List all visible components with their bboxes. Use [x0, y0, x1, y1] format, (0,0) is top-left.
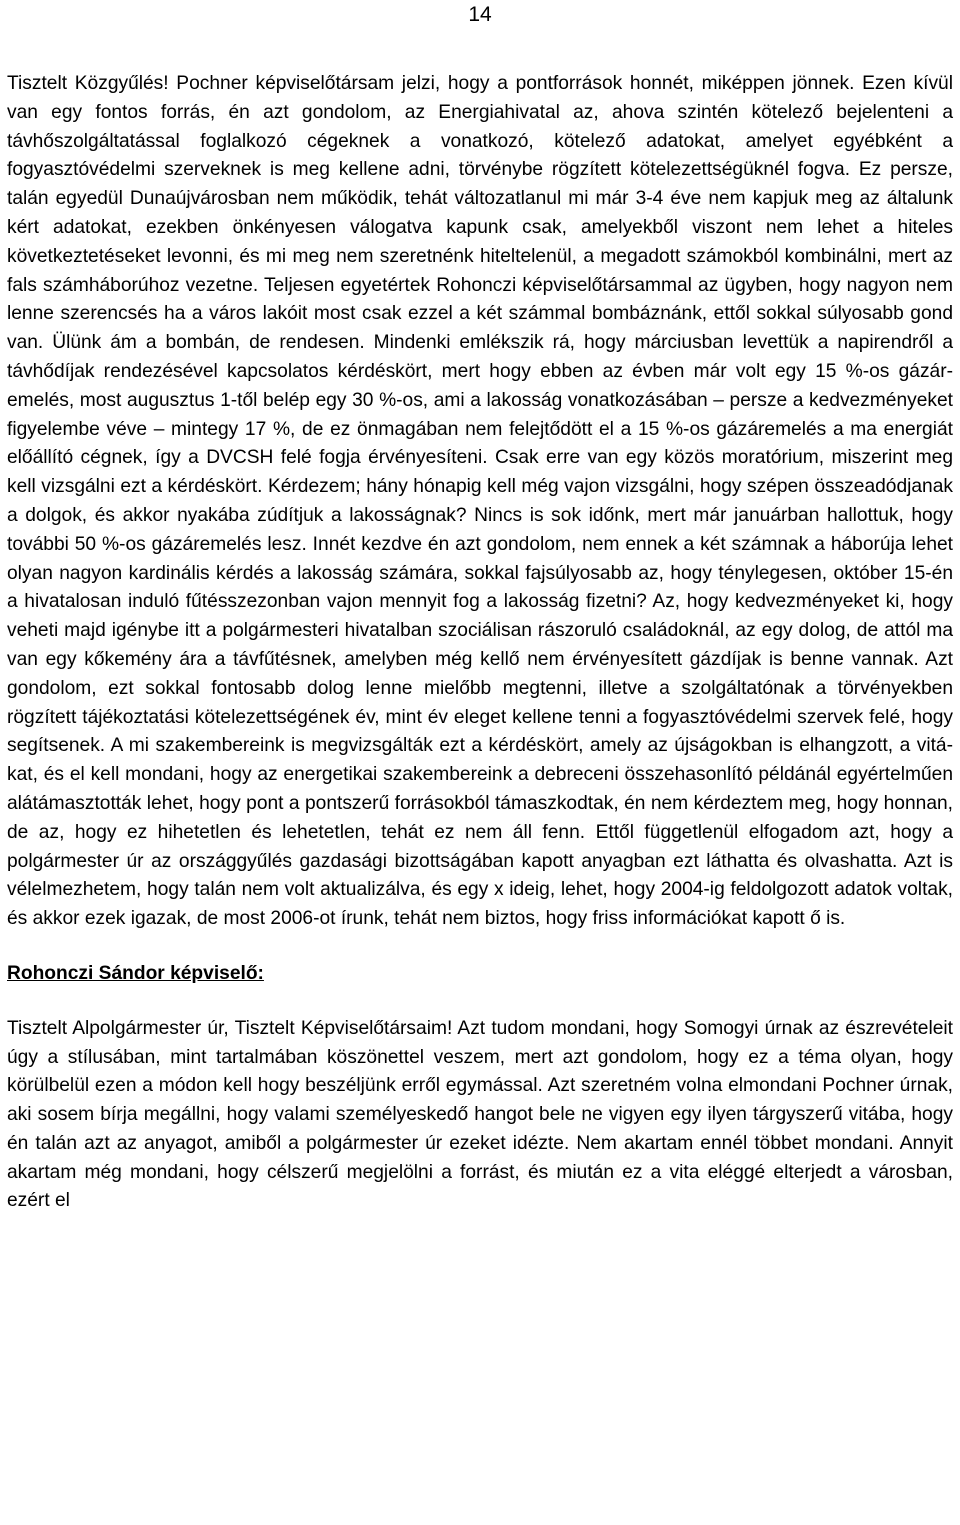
speaker-heading: Rohonczi Sándor képviselő:: [7, 962, 264, 984]
document-body: [7, 70, 953, 1216]
paragraph-rohonczi-speech: Tisztelt Alpolgármester úr, Tisztelt Képviselőtársaim! Azt tudom mondani, hogy Somogyi úrnak az észrevételeit úgy a stílusában, mint tartalmában köszönettel veszem, mert azt gondolom, hogy ez a téma olyan, hogy körülbelül ezen a módon kell hogy beszéljünk erről egymással. Azt szeretném volna elmondani Pochner úrnak, aki sosem bírja megállni, hogy valami személyeskedő hangot bele ne vigyen egy ilyen tárgyszerű vitába, hogy én talán azt az anyagot, amiből a polgármester úr ezeket idézte. Nem akartam ennél többet mondani. Annyit akartam még mondani, hogy célszerű megjelölni a forrást, és miután ez a vita eléggé elterjedt a városban, ezért el: [7, 1017, 953, 1212]
paragraph-pochner-response: Tisztelt Közgyűlés! Pochner képviselőtársam jelzi, hogy a pontforrások honnét, miképpen jönnek. Ezen kívül van egy fontos forrás, én azt gondolom, az Energiahivatal az, ahova szintén kötelező bejelenteni a távhőszolgáltatással foglalkozó cégeknek a vonatkozó, kötelező adatokat, amelyet egyébként a fogyasztóvédelmi szerveknek is meg kellene adni, törvénybe rögzített kötelezettségüknél fogva. Ez persze, talán egyedül Dunaújvárosban nem működik, tehát változatlanul mi már 3-4 éve nem kapjuk meg az általunk kért adatokat, ezekben önkényesen válogatva kapunk csak, amelyekből viszont nem lehet a hiteles következtetéseket levonni, és mi meg nem szeretnénk hiteltelenül, a megadott számokból kombinálni, mert az fals számháborúhoz vezetne. Teljesen egyetértek Rohonczi képviselőtársammal az ügyben, hogy nagyon nem lenne szerencsés ha a város lakóit most csak ezzel a két számmal bombáznánk, ettől sokkal súlyosabb gond van. Ülünk ám a bombán, de rendesen. Mindenki emlékszik rá, hogy márciusban levettük a napirendről a távhődíjak rendezésével kapcsolatos kérdéskört, mert hogy ebben az évben már volt egy 15 %-os gázáremelés, most augusztus 1-től belép egy 30 %-os, ami a lakosság vonatkozásában – persze a kedvezményeket figyelembe véve – mintegy 17 %, de ez önmagában nem felejtődött el a 15 %-os gázáremelés a ma energiát előállító cégnek, így a DVCSH felé fogja érvényesíteni. Csak erre van egy közös moratórium, miszerint meg kell vizsgálni ezt a kérdéskört. Kérdezem; hány hónapig kell még vajon vizsgálni, hogy szépen összeadódjanak a dolgok, és akkor nyakába zúdítjuk a lakosságnak? Nincs is sok időnk, mert már januárban hallottuk, hogy további 50 %-os gázáremelés lesz. Innét kezdve én azt gondolom, nem ennek a két számnak a háborúja lehet olyan nagyon kardinális kérdés a lakosság számára, sokkal fajsúlyosabb az, hogy ténylegesen, október 15-én a hivatalosan induló fűtésszezonban vajon mennyit fog a lakosság fizetni? Az, hogy kedvezményeket ki, hogy veheti majd igénybe itt a polgármesteri hivatalban szociálisan rászoruló családoknál, az egy dolog, de attól ma van egy kőkemény ára a távfűtésnek, amelyben még kellő nem érvényesített gázdíjak is benne vannak. Azt gondolom, ezt sokkal fontosabb dolog lenne mielőbb megtenni, illetve a szolgáltatónak a törvényekben rögzített tájékoztatási kötelezettségének év, mint év eleget kellene tenni a fogyasztóvédelmi szervek felé, hogy segítsenek. A mi szakembereink is megvizsgálták ezt a kérdéskört, amely az újságokban is elhangzott, a vitákat, és el kell mondani, hogy az energetikai szakembereink a debreceni összehasonlító példánál egyértelműen alátámasztották lehet, hogy pont a pontszerű forrásokból támaszkodtak, én nem kérdeztem meg, hogy honnan, de az, hogy ez hihetetlen és lehetetlen, tehát ez nem áll fenn. Ettől függetlenül elfogadom azt, hogy a polgármester úr az országgyűlés gazdasági bizottságában kapott anyagban ezt láthatta és olvashatta. Azt is vélelmezhetem, hogy talán nem volt aktualizálva, és egy x ideig, lehet, hogy 2004-ig feldolgozott adatok voltak, és akkor ezek igazak, de most 2006-ot írunk, tehát nem biztos, hogy friss információkat kapott ő is.: [7, 73, 953, 930]
page-number: 14: [468, 3, 492, 26]
